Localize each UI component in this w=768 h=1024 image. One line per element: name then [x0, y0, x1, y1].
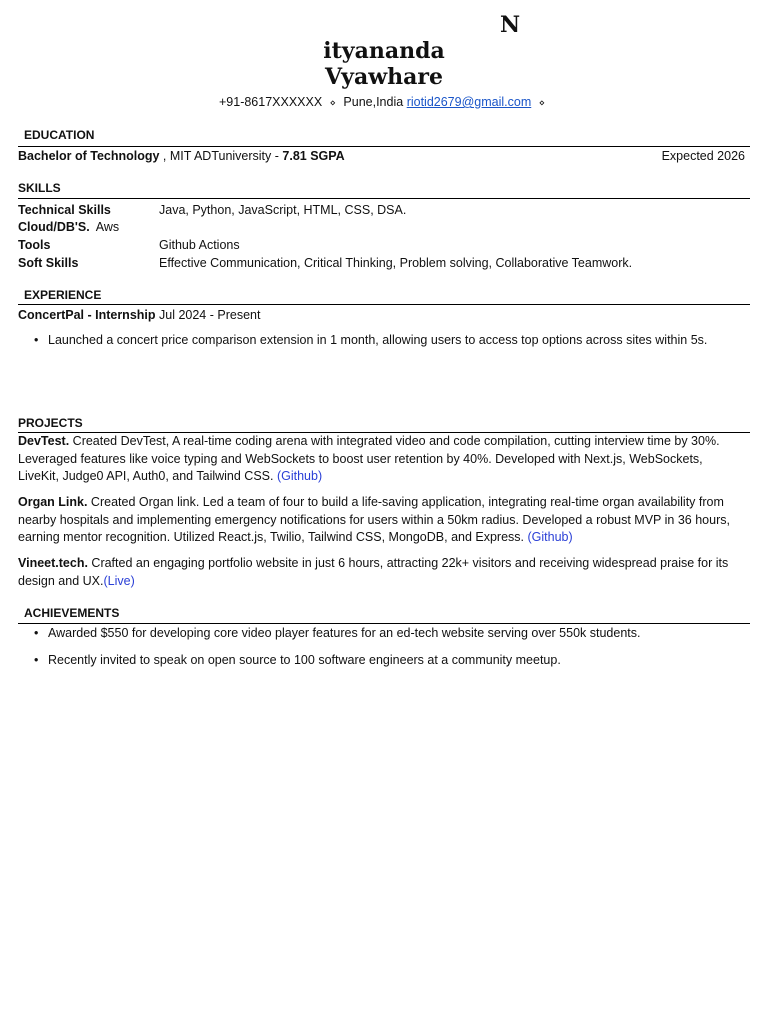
project-text: Created Organ link. Led a team of four to build a life-saving application, integrating real-time organ availability from — [87, 495, 724, 509]
project-line: nearby hospitals and implementing emergency notifications for users within a 50km radius. Developed a robust MVP in 36 hours, — [18, 512, 730, 527]
separator-icon: ⋄ — [329, 98, 336, 109]
project-name: Organ Link. — [18, 495, 88, 509]
education-title: EDUCATION — [24, 128, 95, 142]
name-line-2: Vyawhare — [325, 64, 443, 90]
project-line — [18, 529, 749, 547]
experience-bullet: Launched a concert price comparison extension in 1 month, allowing users to access top options across sites within 5s. — [48, 333, 708, 347]
project-line — [18, 555, 749, 573]
achievement-bullet: Recently invited to speak on open source to 100 software engineers at a community meetup. — [48, 653, 561, 667]
institution: , MIT ADTuniversity - — [159, 149, 283, 163]
achievements-title: ACHIEVEMENTS — [24, 606, 120, 620]
project-line — [18, 468, 749, 486]
section-divider — [18, 623, 750, 624]
contact-line — [0, 95, 768, 109]
skill-label-cloud — [18, 220, 119, 234]
name-initial: N — [500, 12, 521, 38]
degree: Bachelor of Technology — [18, 149, 160, 163]
github-link[interactable]: (Github) — [276, 469, 323, 483]
experience-title: EXPERIENCE — [24, 288, 102, 302]
projects-title: PROJECTS — [18, 416, 83, 430]
role: ConcertPal - Internship — [18, 308, 156, 322]
role-dates: Jul 2024 - Present — [155, 308, 261, 322]
project-line — [18, 433, 749, 451]
project-line: Leveraged features like voice typing and WebSockets to boost user retention by 40%. Developed with Next.js, WebSockets, — [18, 451, 703, 466]
phone: +91-8617XXXXXX — [218, 95, 323, 109]
skills-title: SKILLS — [18, 181, 61, 195]
skill-value-technical: Java, Python, JavaScript, HTML, CSS, DSA. — [159, 203, 407, 217]
skill-label-technical: Technical Skills — [18, 203, 111, 217]
skill-value-cloud: Aws — [95, 220, 120, 234]
skill-label-soft: Soft Skills — [18, 256, 79, 270]
location: Pune,India — [343, 95, 404, 109]
project-text: earning mentor recognition. Utilized React.js, Twilio, Tailwind CSS, MongoDB, and Express. — [18, 530, 528, 544]
project-devtest — [18, 433, 749, 486]
project-line — [18, 573, 749, 591]
separator-icon: ⋄ — [538, 98, 545, 109]
live-link[interactable]: (Live) — [103, 573, 135, 588]
skill-label-cloud-text: Cloud/DB'S. — [18, 220, 90, 234]
bullet-icon: • — [34, 333, 39, 347]
bullet-icon: • — [34, 653, 39, 667]
section-divider — [18, 304, 750, 305]
bullet-icon: • — [34, 626, 39, 640]
skill-label-tools: Tools — [18, 238, 51, 252]
project-organ-link — [18, 494, 749, 547]
name-line-1: ityananda — [323, 38, 445, 64]
experience-row — [18, 306, 748, 324]
section-divider — [18, 198, 750, 199]
project-text: design and UX. — [18, 573, 104, 588]
expected-date: Expected 2026 — [661, 149, 745, 163]
project-text: Created DevTest, A real-time coding arena with integrated video and code compilation, cutting interview time by 30%. — [69, 434, 720, 448]
project-text: LiveKit, Judge0 API, Auth0, and Tailwind CSS. — [18, 469, 277, 483]
github-link[interactable]: (Github) — [527, 530, 573, 544]
project-vineet-tech — [18, 555, 749, 590]
education-row — [18, 147, 748, 165]
email-link[interactable]: riotid2679@gmail.com — [406, 95, 532, 109]
skill-value-tools: Github Actions — [159, 238, 240, 252]
project-name: Vineet.tech. — [18, 556, 88, 570]
skill-value-soft: Effective Communication, Critical Thinking, Problem solving, Collaborative Teamwork. — [159, 256, 633, 270]
project-name: DevTest. — [18, 434, 70, 448]
gpa: 7.81 SGPA — [282, 149, 345, 163]
achievement-bullet: Awarded $550 for developing core video player features for an ed-tech website serving over 550k students. — [48, 626, 641, 640]
project-text: Crafted an engaging portfolio website in just 6 hours, attracting 22k+ visitors and receiving widespread praise for its — [87, 556, 729, 570]
project-line — [18, 494, 749, 512]
